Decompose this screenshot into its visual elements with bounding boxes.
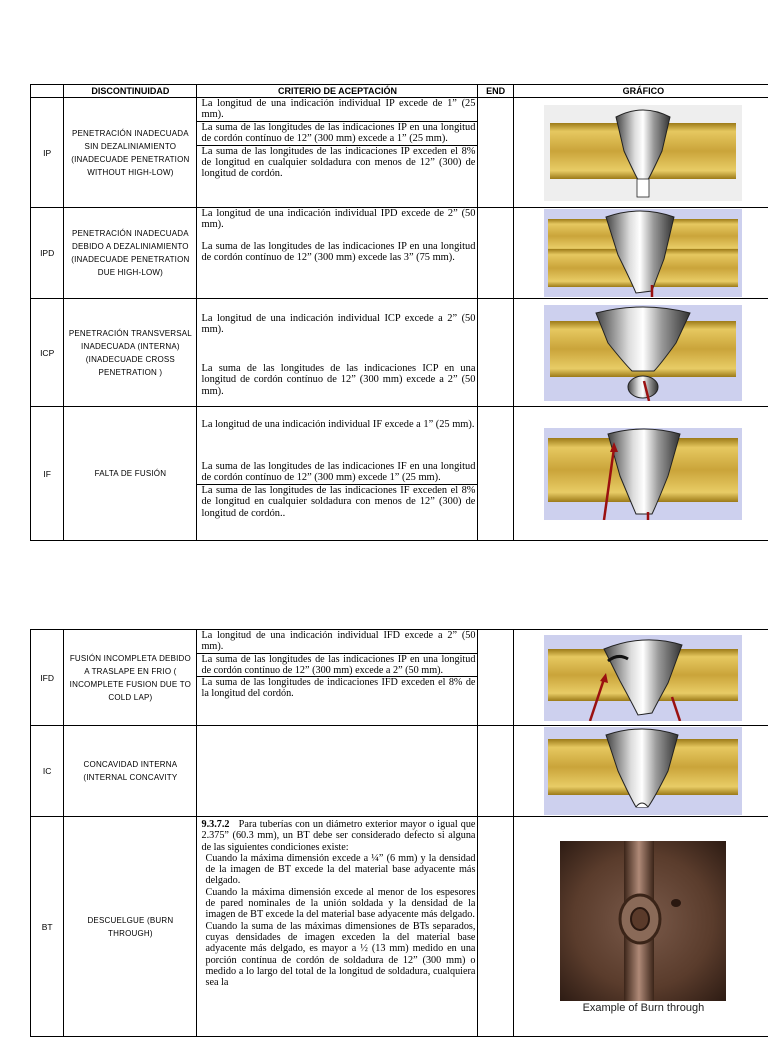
criterion: Cuando la máxima dimensión excede a ¼” (6 mm) y la densidad de la imagen de BT excede la del material base adyacente más delgado. xyxy=(197,853,477,887)
criterion: La longitud de una indicación individual IF excede a 1” (25 mm). xyxy=(197,407,477,461)
row-graphic xyxy=(513,817,768,1037)
burn-through-photo xyxy=(560,841,726,1001)
row-name: PENETRACIÓN INADECUADA SIN DEZALINIAMIENTO (INADECUADE PENETRATION WITHOUT HIGH-LOW) xyxy=(64,98,197,208)
table-row xyxy=(31,98,768,208)
root-gap xyxy=(637,179,649,197)
criterion: La longitud de una indicación individual IFD excede a 2” (50 mm). xyxy=(197,630,477,654)
row-graphic xyxy=(513,208,768,299)
row-code: ICP xyxy=(31,299,64,407)
bt-intro-block xyxy=(197,819,477,853)
row-graphic xyxy=(513,407,768,541)
weld-icp-diagram xyxy=(544,305,742,401)
row-end xyxy=(478,630,513,726)
header-discontinuidad: DISCONTINUIDAD xyxy=(64,85,197,98)
row-criteria xyxy=(197,299,478,407)
criterion: La suma de las longitudes de indicaciones IFD exceden el 8% de la longitud del cordón. xyxy=(197,677,477,700)
header-blank xyxy=(31,85,64,98)
header-grafico: GRÁFICO xyxy=(513,85,768,98)
table-row xyxy=(31,407,768,541)
row-code: IP xyxy=(31,98,64,208)
table-row xyxy=(31,630,768,726)
row-code: IFD xyxy=(31,630,64,726)
criterion: Cuando la máxima dimensión excede al menor de los espesores de pared nominales de la unión soldada y la densidad de la imagen de BT excede la del material base adyacente más delgado. xyxy=(197,887,477,921)
criterion: Cuando la suma de las máximas dimensiones de BTs separados, cuyas densidades de imagen exceden la del material base adyacente más delgado, es mayor a ½ (13 mm) medido en una porción contínua de cordón de soldadura de 12” (300 mm) o medido a lo largo del total de la longitud de soldadura, cualquiera sea la xyxy=(197,921,477,989)
row-end xyxy=(478,299,513,407)
section-number: 9.3.7.2 xyxy=(201,819,229,830)
photo-caption: Example of Burn through xyxy=(514,1002,768,1014)
criterion: La suma de las longitudes de las indicaciones IP en una longitud de cordón contínuo de 12” (300 mm) excede a 2” (50 mm). xyxy=(197,654,477,678)
criterion: La suma de las longitudes de las indicaciones IP exceden el 8% de longitud en cualquier soldadura con menos de 12” (300) de longitud de cordón. xyxy=(197,146,477,180)
header-criterio: CRITERIO DE ACEPTACIÓN xyxy=(197,85,478,98)
acceptance-table-2 xyxy=(30,629,768,1037)
table-row xyxy=(31,299,768,407)
row-criteria xyxy=(197,98,478,208)
row-end xyxy=(478,407,513,541)
weld-if-diagram xyxy=(544,428,742,520)
row-criteria xyxy=(197,407,478,541)
row-criteria xyxy=(197,726,478,817)
row-name: FUSIÓN INCOMPLETA DEBIDO A TRASLAPE EN FRIO ( INCOMPLETE FUSION DUE TO COLD LAP) xyxy=(64,630,197,726)
row-graphic xyxy=(513,630,768,726)
table-row xyxy=(31,817,768,1037)
criterion: La longitud de una indicación individual IPD excede de 2” (50 mm). xyxy=(197,208,477,241)
criterion: La suma de las longitudes de las indicaciones ICP en una longitud de cordón contínuo de 12” (300 mm) excede a 2” (50 mm). xyxy=(197,363,477,397)
table-row xyxy=(31,208,768,299)
row-criteria xyxy=(197,817,478,1037)
row-end xyxy=(478,726,513,817)
weld-ipd-diagram xyxy=(544,209,742,297)
table-header-row xyxy=(31,85,768,98)
header-end: END xyxy=(478,85,513,98)
row-name: FALTA DE FUSIÓN xyxy=(64,407,197,541)
row-end xyxy=(478,208,513,299)
weld-ic-diagram xyxy=(544,727,742,815)
row-graphic xyxy=(513,299,768,407)
table-row xyxy=(31,726,768,817)
row-graphic xyxy=(513,98,768,208)
criterion: La longitud de una indicación individual ICP excede a 2” (50 mm). xyxy=(197,299,477,363)
criterion: La suma de las longitudes de las indicaciones IP en una longitud de cordón contínuo de 12” (300 mm) excede las 3” (75 mm). xyxy=(197,241,477,264)
row-end xyxy=(478,817,513,1037)
criterion: La longitud de una indicación individual IP excede de 1” (25 mm). xyxy=(197,98,477,122)
weld-ip-diagram xyxy=(544,105,742,201)
bt-intro: Para tuberías con un diámetro exterior mayor o igual que 2.375” (60.3 mm), un BT debe ser considerado defecto si alguna de las siguientes condiciones existe: xyxy=(201,819,475,853)
burn-through-core xyxy=(631,908,649,930)
row-code: IF xyxy=(31,407,64,541)
acceptance-table-1 xyxy=(30,84,768,541)
row-code: BT xyxy=(31,817,64,1037)
root-bead xyxy=(628,376,658,398)
row-end xyxy=(478,98,513,208)
row-code: IPD xyxy=(31,208,64,299)
row-criteria xyxy=(197,208,478,299)
surface-pit xyxy=(671,899,681,907)
criterion: La suma de las longitudes de las indicaciones IP en una longitud de cordón contínuo de 12” (300 mm) excede a 1” (25 mm). xyxy=(197,122,477,146)
row-name: PENETRACIÓN INADECUADA DEBIDO A DEZALINIAMIENTO (INADECUADE PENETRATION DUE HIGH-LOW) xyxy=(64,208,197,299)
row-graphic xyxy=(513,726,768,817)
weld-ifd-diagram xyxy=(544,635,742,721)
row-name: CONCAVIDAD INTERNA (INTERNAL CONCAVITY xyxy=(64,726,197,817)
criterion: La suma de las longitudes de las indicaciones IF en una longitud de cordón contínuo de 12” (300 mm) excede 1” (25 mm). xyxy=(197,461,477,485)
row-name: PENETRACIÓN TRANSVERSAL INADECUADA (INTERNA) (INADECUADE CROSS PENETRATION ) xyxy=(64,299,197,407)
criterion: La suma de las longitudes de las indicaciones IF exceden el 8% de longitud en cualquier soldadura con menos de 12” (300) de longitud de cordón.. xyxy=(197,485,477,519)
row-name: DESCUELGUE (BURN THROUGH) xyxy=(64,817,197,1037)
row-criteria xyxy=(197,630,478,726)
row-code: IC xyxy=(31,726,64,817)
